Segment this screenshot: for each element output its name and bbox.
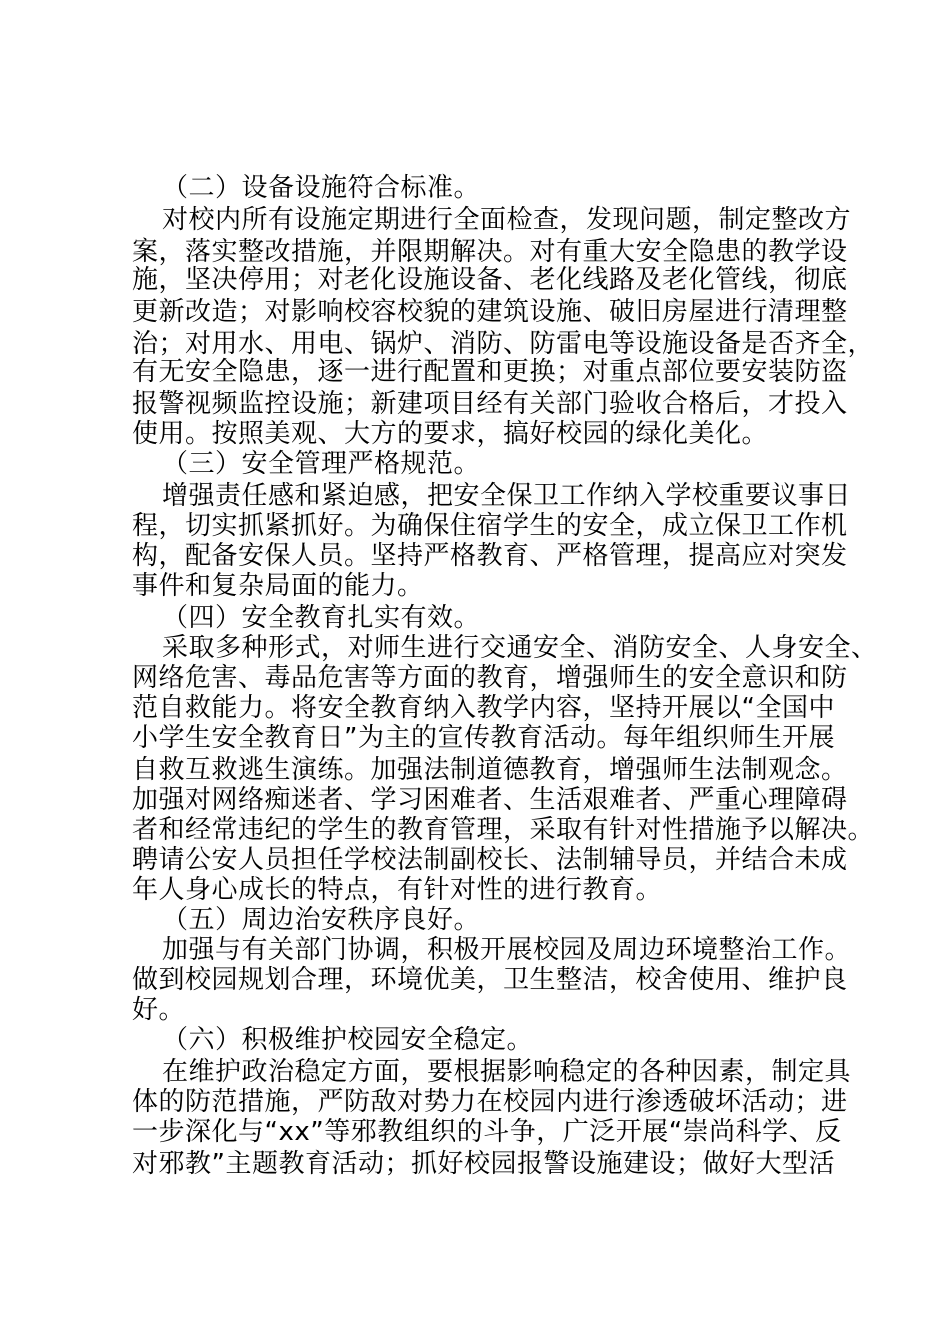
section-heading: （五）周边治安秩序良好。 <box>162 905 481 935</box>
section-heading: （二）设备设施符合标准。 <box>162 173 481 203</box>
paragraph-line: 有无安全隐患，逐一进行配置和更换；对重点部位要安装防盗 <box>132 357 848 387</box>
paragraph-line: 年人身心成长的特点，有针对性的进行教育。 <box>132 875 663 905</box>
paragraph-line: 对邪教”主题教育活动；抓好校园报警设施建设；做好大型活 <box>132 1149 835 1179</box>
paragraph-line: 者和经常违纪的学生的教育管理，采取有针对性措施予以解决。 <box>132 815 875 845</box>
paragraph-line: 报警视频监控设施；新建项目经有关部门验收合格后，才投入 <box>132 389 848 419</box>
paragraph-line: 更新改造；对影响校容校貌的建筑设施、破旧房屋进行清理整 <box>132 297 848 327</box>
paragraph-line: 构，配备安保人员。坚持严格教育、严格管理，提高应对突发 <box>132 541 848 571</box>
paragraph-line: 采取多种形式，对师生进行交通安全、消防安全、人身安全、 <box>162 633 878 663</box>
paragraph-line: 一步深化与“xx”等邪教组织的斗争，广泛开展“崇尚科学、反 <box>132 1117 842 1147</box>
paragraph-line: 聘请公安人员担任学校法制副校长、法制辅导员，并结合未成 <box>132 845 848 875</box>
paragraph-line: 案，落实整改措施，并限期解决。对有重大安全隐患的教学设 <box>132 237 848 267</box>
paragraph-line: 加强与有关部门协调，积极开展校园及周边环境整治工作。 <box>162 935 852 965</box>
section-heading: （三）安全管理严格规范。 <box>162 449 481 479</box>
paragraph-line: 程，切实抓紧抓好。为确保住宿学生的安全，成立保卫工作机 <box>132 511 848 541</box>
paragraph-line: 事件和复杂局面的能力。 <box>132 571 424 601</box>
paragraph-line: 施，坚决停用；对老化设施设备、老化线路及老化管线，彻底 <box>132 265 848 295</box>
paragraph-line: 自救互救逃生演练。加强法制道德教育，增强师生法制观念。 <box>132 755 848 785</box>
paragraph-line: 小学生安全教育日”为主的宣传教育活动。每年组织师生开展 <box>132 723 835 753</box>
paragraph-line: 增强责任感和紧迫感，把安全保卫工作纳入学校重要议事日 <box>162 481 852 511</box>
paragraph-line: 加强对网络痴迷者、学习困难者、生活艰难者、严重心理障碍 <box>132 785 848 815</box>
paragraph-line: 使用。按照美观、大方的要求，搞好校园的绿化美化。 <box>132 419 769 449</box>
paragraph-line: 做到校园规划合理，环境优美，卫生整洁，校舍使用、维护良 <box>132 965 848 995</box>
paragraph-line: 范自救能力。将安全教育纳入教学内容，坚持开展以“全国中 <box>132 693 835 723</box>
paragraph-line: 好。 <box>132 995 186 1025</box>
section-heading: （六）积极维护校园安全稳定。 <box>162 1025 534 1055</box>
paragraph-line: 网络危害、毒品危害等方面的教育，增强师生的安全意识和防 <box>132 663 848 693</box>
section-heading: （四）安全教育扎实有效。 <box>162 603 481 633</box>
paragraph-line: 对校内所有设施定期进行全面检查，发现问题，制定整改方 <box>162 205 852 235</box>
paragraph-line: 治；对用水、用电、锅炉、消防、防雷电等设施设备是否齐全， <box>132 329 875 359</box>
paragraph-line: 体的防范措施，严防敌对势力在校园内进行渗透破坏活动；进 <box>132 1087 848 1117</box>
paragraph-line: 在维护政治稳定方面，要根据影响稳定的各种因素，制定具 <box>162 1057 852 1087</box>
